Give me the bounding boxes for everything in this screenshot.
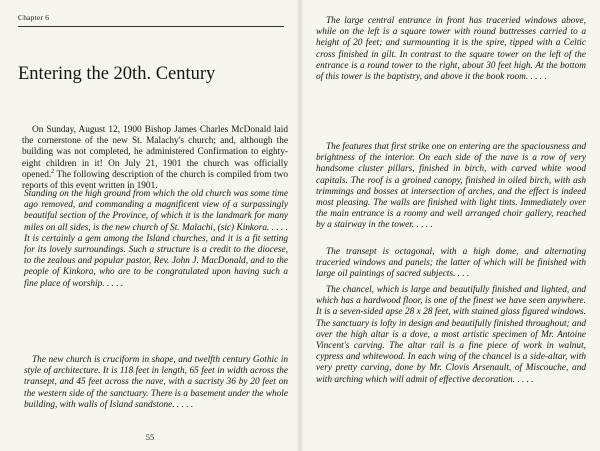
quote-paragraph-2: The new church is cruciform in shape, and twelfth century Gothic in style of architecture. It is 118 feet in length, 65 feet in width across the transept, and 45 feet across the nave, with a sacristy 36 by 20 feet on the western side of the sanctuary. There is a basement under the whole building, with walls of Island sandstone. . . . . <box>24 355 288 410</box>
footnote-marker: 2 <box>51 168 55 175</box>
chapter-label: Chapter 6 <box>18 13 50 22</box>
right-page <box>300 0 600 451</box>
quote-paragraph-6: The chancel, which is large and beautifully finished and lighted, and which has a hardwood floor, is one of the finest we have seen anywhere. It is a seven-sided apse 28 x 28 feet, with stained glass figured windows. The sanctuary is lofty in design and beautifully finished throughout; and over the high altar is a dove, a most artistic specimen of Mr. Antoine Vincent's carving. The altar rail is a fine piece of work in walnut, cypress and whitewood. In each wing of the chancel is a side-altar, with very pretty carving, done by Mr. Clovis Arsenault, of Miscouche, and with arching which will admit of effective decoration. . . . . <box>316 285 586 385</box>
intro-text-continued: The following description of the church is compiled from two reports of this event written in 1901. <box>22 169 288 192</box>
quote-paragraph-5: The transept is octagonal, with a high dome, and alternating traceried windows and panels; the latter of which will be finished with large oil paintings of sacred subjects. . . . <box>316 247 586 280</box>
intro-paragraph <box>22 125 288 192</box>
quote-paragraph-1: Standing on the high ground from which the old church was some time ago removed, and commanding a magnificent view of a surpassingly beautiful section of the Province, of which it is the landmark for many miles on all sides, is the new church of St. Malachi, (sic) Kinkora. . . . . It is certainly a gem among the Island churches, and it is a fit setting for its lovely surroundings. Such a structure is a credit to the diocese, to the zealous and popular pastor, Rev. John J. MacDonald, and to the people of Kinkora, who are to be congratulated upon having such a fine place of worship. . . . . <box>24 189 288 289</box>
quote-paragraph-4: The features that first strike one on entering are the spaciousness and brightness of the interior. On each side of the nave is a row of very handsome cluster pillars, finished in birch, with carved white wood capitals. The roof is a groined canopy, finished in oiled birch, with ash trimmings and bosses at intersection of arches, and the effect is indeed most pleasing. The walls are finished with light tints. Immediately over the main entrance is a roomy and well arranged choir gallery, reached by a stairway in the tower. . . . . <box>316 142 586 231</box>
quote-paragraph-3: The large central entrance in front has traceried windows above, while on the left is a square tower with round buttresses carried to a height of 20 feet; and surmounting it is the spire, tipped with a Celtic cross finished in gilt. In contrast to the square tower on the left of the entrance is a round tower to the right, about 30 feet high. At the bottom of this tower is the baptistry, and above it the book room. . . . . <box>316 16 586 83</box>
chapter-title: Entering the 20th. Century <box>18 64 216 84</box>
page-number: 55 <box>145 432 155 442</box>
chapter-rule <box>18 26 284 27</box>
intro-text: On Sunday, August 12, 1900 Bishop James Charles McDonald laid the cornerstone of the new St. Malachy's church; and, although the building was not completed, he administered Confirmation to eighty-eight children in it! On July 21, 1901 the church was officially opened. <box>22 125 288 180</box>
